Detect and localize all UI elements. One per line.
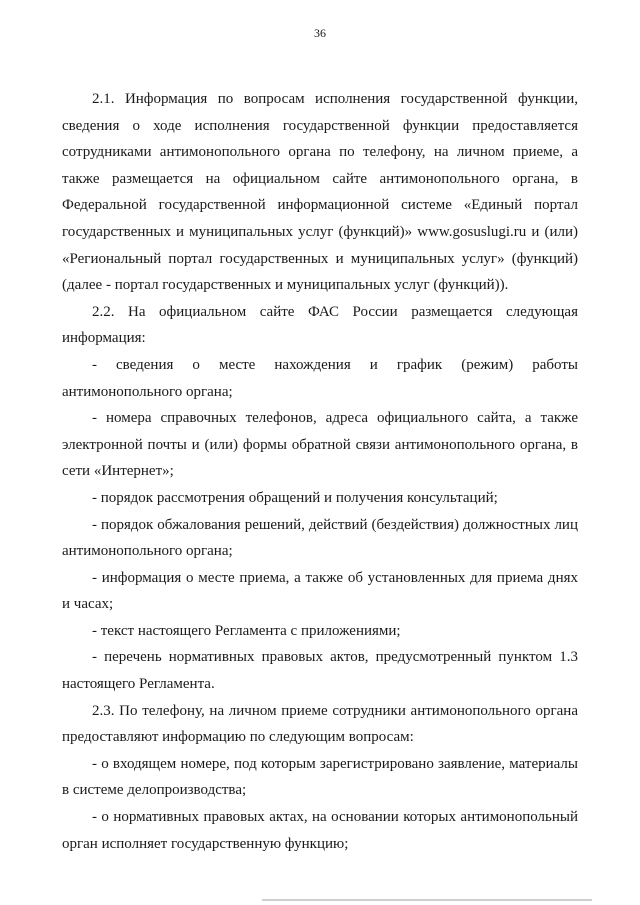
document-body bbox=[62, 86, 578, 857]
list-item-contacts: - номера справочных телефонов, адреса официального сайта, а также электронной почты и (или) формы обратной связи антимонопольного органа, в сети «Интернет»; bbox=[62, 410, 578, 480]
list-item-review-procedure: - порядок рассмотрения обращений и получения консультаций; bbox=[92, 489, 498, 506]
list-item-normative-acts: - о нормативных правовых актах, на основании которых антимонопольный орган исполняет государственную функцию; bbox=[62, 809, 578, 852]
list-item-regulation-text: - текст настоящего Регламента с приложениями; bbox=[92, 622, 401, 639]
paragraph-2-2: 2.2. На официальном сайте ФАС России размещается следующая информация: bbox=[62, 303, 578, 347]
list-item-legal-acts: - перечень нормативных правовых актов, предусмотренный пунктом 1.3 настоящего Регламента. bbox=[62, 649, 578, 693]
list-item-incoming-number: - о входящем номере, под которым зарегистрировано заявление, материалы в системе делопроизводства; bbox=[62, 755, 578, 799]
paragraph-2-3: 2.3. По телефону, на личном приеме сотрудники антимонопольного органа предоставляют информацию по следующим вопросам: bbox=[62, 702, 578, 746]
list-item-location-schedule: - сведения о месте нахождения и график (режим) работы антимонопольного органа; bbox=[62, 356, 578, 400]
list-item-appeal-procedure: - порядок обжалования решений, действий (бездействия) должностных лиц антимонопольного органа; bbox=[62, 516, 578, 560]
page-number: 36 bbox=[314, 26, 326, 40]
paragraph-2-1: 2.1. Информация по вопросам исполнения государственной функции, сведения о ходе исполнения государственной функции предоставляется сотрудниками антимонопольного органа по телефону, на личном приеме, а также размещается на официальном сайте антимонопольного органа, в Федеральной государственной информационной системе «Единый портал государственных и муниципальных услуг (функций)» www.gosuslugi.ru и (или) «Региональный портал государственных и муниципальных услуг» (функций) (далее - портал государственных и муниципальных услуг (функций)). bbox=[62, 91, 578, 294]
scan-edge-divider bbox=[262, 899, 592, 901]
list-item-reception-info: - информация о месте приема, а также об установленных для приема днях и часах; bbox=[62, 569, 578, 613]
